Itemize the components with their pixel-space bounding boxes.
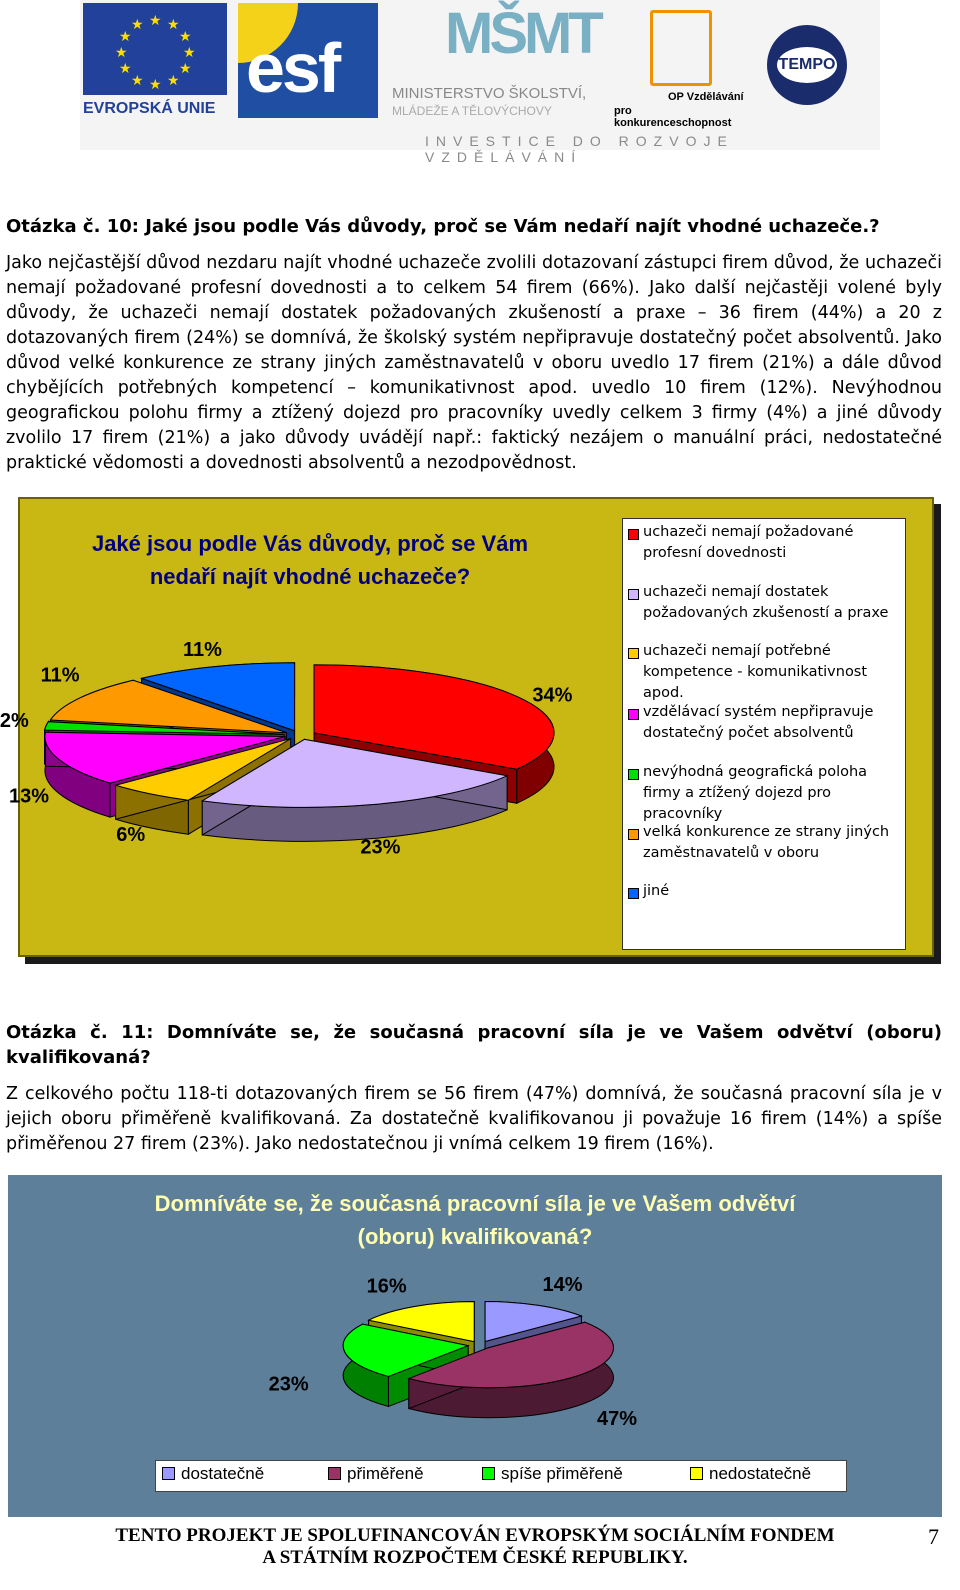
svg-text:★: ★ <box>115 44 128 60</box>
legend2-label: přiměřeně <box>347 1464 424 1483</box>
eu-label: EVROPSKÁ UNIE <box>83 100 216 117</box>
legend2-label: dostatečně <box>181 1464 265 1483</box>
footer-line2: A STÁTNÍM ROZPOČTEM ČESKÉ REPUBLIKY. <box>262 1547 688 1568</box>
pie-data-label: 23% <box>360 836 401 859</box>
legend1-label: uchazeči nemají požadované profesní dovednosti <box>643 524 854 561</box>
legend2-item <box>328 1464 424 1484</box>
pie-data-label: 34% <box>532 684 573 707</box>
legend2-swatch <box>482 1467 495 1480</box>
legend2-swatch <box>328 1467 341 1480</box>
legend1-label: nevýhodná geografická poloha firmy a ztížený dojezd pro pracovníky <box>643 764 868 822</box>
legend2-swatch <box>162 1467 175 1480</box>
legend1-label: uchazeči nemají dostatek požadovaných zkušeností a praxe <box>643 584 889 621</box>
investice-tagline: INVESTICE DO ROZVOJE VZDĚLÁVÁNÍ <box>425 133 734 165</box>
msmt-logo <box>390 0 610 120</box>
esf-logo <box>238 3 378 118</box>
logo-band <box>80 0 880 165</box>
legend1-swatch <box>628 589 639 600</box>
legend1-swatch <box>628 769 639 780</box>
legend1-label: vzdělávací systém nepřipravuje dostatečný počet absolventů <box>643 704 874 741</box>
q11-title: Otázka č. 11: Domníváte se, že současná pracovní síla je ve Vašem odvětví (oboru) kvalifikovaná? <box>6 1022 942 1068</box>
chart2-title <box>100 1187 850 1253</box>
svg-text:★: ★ <box>183 44 196 60</box>
esf-label: esf <box>246 29 339 107</box>
chart2-title-line2: (oboru) kvalifikovaná? <box>357 1224 593 1249</box>
footer-line1: TENTO PROJEKT JE SPOLUFINANCOVÁN EVROPSKÝM SOCIÁLNÍM FONDEM <box>115 1525 835 1546</box>
op-logo <box>610 5 750 129</box>
pie-data-label: 16% <box>366 1275 407 1298</box>
legend1-swatch <box>628 709 639 720</box>
op-frame-icon <box>650 10 712 86</box>
pie-data-label: 11% <box>182 639 222 662</box>
pie-data-label: 2% <box>0 709 29 732</box>
pie-data-label: 14% <box>542 1273 583 1296</box>
legend1-swatch <box>628 888 639 899</box>
svg-text:★: ★ <box>119 60 132 76</box>
q10-title: Otázka č. 10: Jaké jsou podle Vás důvody, proč se Vám nedaří najít vhodné uchazeče.? <box>6 216 880 237</box>
msmt-mark: MŠMT <box>445 1 600 66</box>
legend2-item <box>162 1464 264 1484</box>
svg-text:★: ★ <box>179 28 192 44</box>
svg-text:★: ★ <box>131 16 144 32</box>
chart1-title <box>30 527 590 593</box>
legend1-label: velká konkurence ze strany jiných zaměstnavatelů v oboru <box>643 824 890 861</box>
legend1-swatch <box>628 529 639 540</box>
tempo-label: TEMPO <box>777 47 837 83</box>
msmt-line1: MINISTERSTVO ŠKOLSTVÍ, <box>392 85 587 102</box>
legend1-swatch <box>628 648 639 659</box>
chart1-title-line2: nedaří najít vhodné uchazeče? <box>149 564 471 589</box>
q11-text: Z celkového počtu 118-ti dotazovaných firem se 56 firem (47%) domnívá, že současná pracovní síla je v jejich oboru přiměřeně kvalifikovaná. Za dostatečně kvalifikovanou ji považuje 16 firem (14%) a spíše přiměřenou 27 firem (23%). Jako nedostatečnou ji vnímá celkem 19 firem (16%). <box>6 1084 942 1154</box>
legend2-swatch <box>690 1467 703 1480</box>
pie-data-label: 23% <box>268 1373 309 1396</box>
svg-text:★: ★ <box>179 60 192 76</box>
tempo-logo <box>767 25 847 105</box>
legend2-item <box>690 1464 811 1484</box>
chart2-title-line1: Domníváte se, že současná pracovní síla je ve Vašem odvětví <box>154 1191 796 1216</box>
legend2-label: nedostatečně <box>709 1464 812 1483</box>
chart1-pie <box>0 600 620 920</box>
op-line1: OP Vzdělávání <box>668 91 744 103</box>
chart1-legend <box>622 518 906 950</box>
chart2-legend <box>155 1460 847 1492</box>
chart1-title-line1: Jaké jsou podle Vás důvody, proč se Vám <box>91 531 529 556</box>
op-line2: pro konkurenceschopnost <box>614 105 732 129</box>
legend2-item <box>482 1464 623 1484</box>
legend1-label: jiné <box>643 883 670 899</box>
legend2-label: spíše přiměřeně <box>501 1464 623 1483</box>
q10-text: Jako nejčastější důvod nezdaru najít vhodné uchazeče zvolili dotazovaní zástupci firem důvod, že uchazeči nemají požadované profesní dovednosti a to celkem 54 firem (66%). Jako další nejčastěji volené byly důvody, že uchazeči nemají dostatek požadovaných zkušeností a praxe – 36 firem (44%) a 20 z dotazovaných firem (24%) se domnívá, že školský systém nepřipravuje dostatečný počet absolventů. Jako důvod velké konkurence ze strany jiných zaměstnavatelů v oboru uvedlo 17 firem (21%) a dále důvod chybějících potřebných kompetencí – komunikativnost apod. uvedlo 10 firem (12%). Nevýhodnou geografickou polohu firmy a ztížený dojezd pro pracovníky uvedly celkem 3 firmy (4%) a jiné důvody zvolilo 17 firem (21%) a jako důvody uvádějí např.: faktický nezájem o manuální práci, nedostatečné praktické vědomosti a dovednosti absolventů a nezodpovědnost. <box>6 253 942 473</box>
msmt-line2: MLÁDEŽE A TĚLOVÝCHOVY <box>392 104 552 118</box>
svg-text:★: ★ <box>167 72 180 88</box>
pie-data-label: 6% <box>116 824 146 847</box>
pie-data-label: 47% <box>596 1407 638 1430</box>
pie-data-label: 13% <box>9 785 50 808</box>
footer <box>40 1525 910 1569</box>
legend1-label: uchazeči nemají potřebné kompetence - komunikativnost apod. <box>643 643 868 701</box>
svg-text:★: ★ <box>119 28 132 44</box>
eu-flag-icon <box>83 3 227 95</box>
legend1-swatch <box>628 829 639 840</box>
svg-text:★: ★ <box>167 16 180 32</box>
pie-data-label: 11% <box>40 664 80 687</box>
svg-text:★: ★ <box>131 72 144 88</box>
svg-text:★: ★ <box>149 76 162 92</box>
eu-logo <box>80 0 230 150</box>
chart2-pie <box>200 1265 760 1455</box>
svg-text:★: ★ <box>149 12 162 28</box>
page-number: 7 <box>928 1524 939 1549</box>
